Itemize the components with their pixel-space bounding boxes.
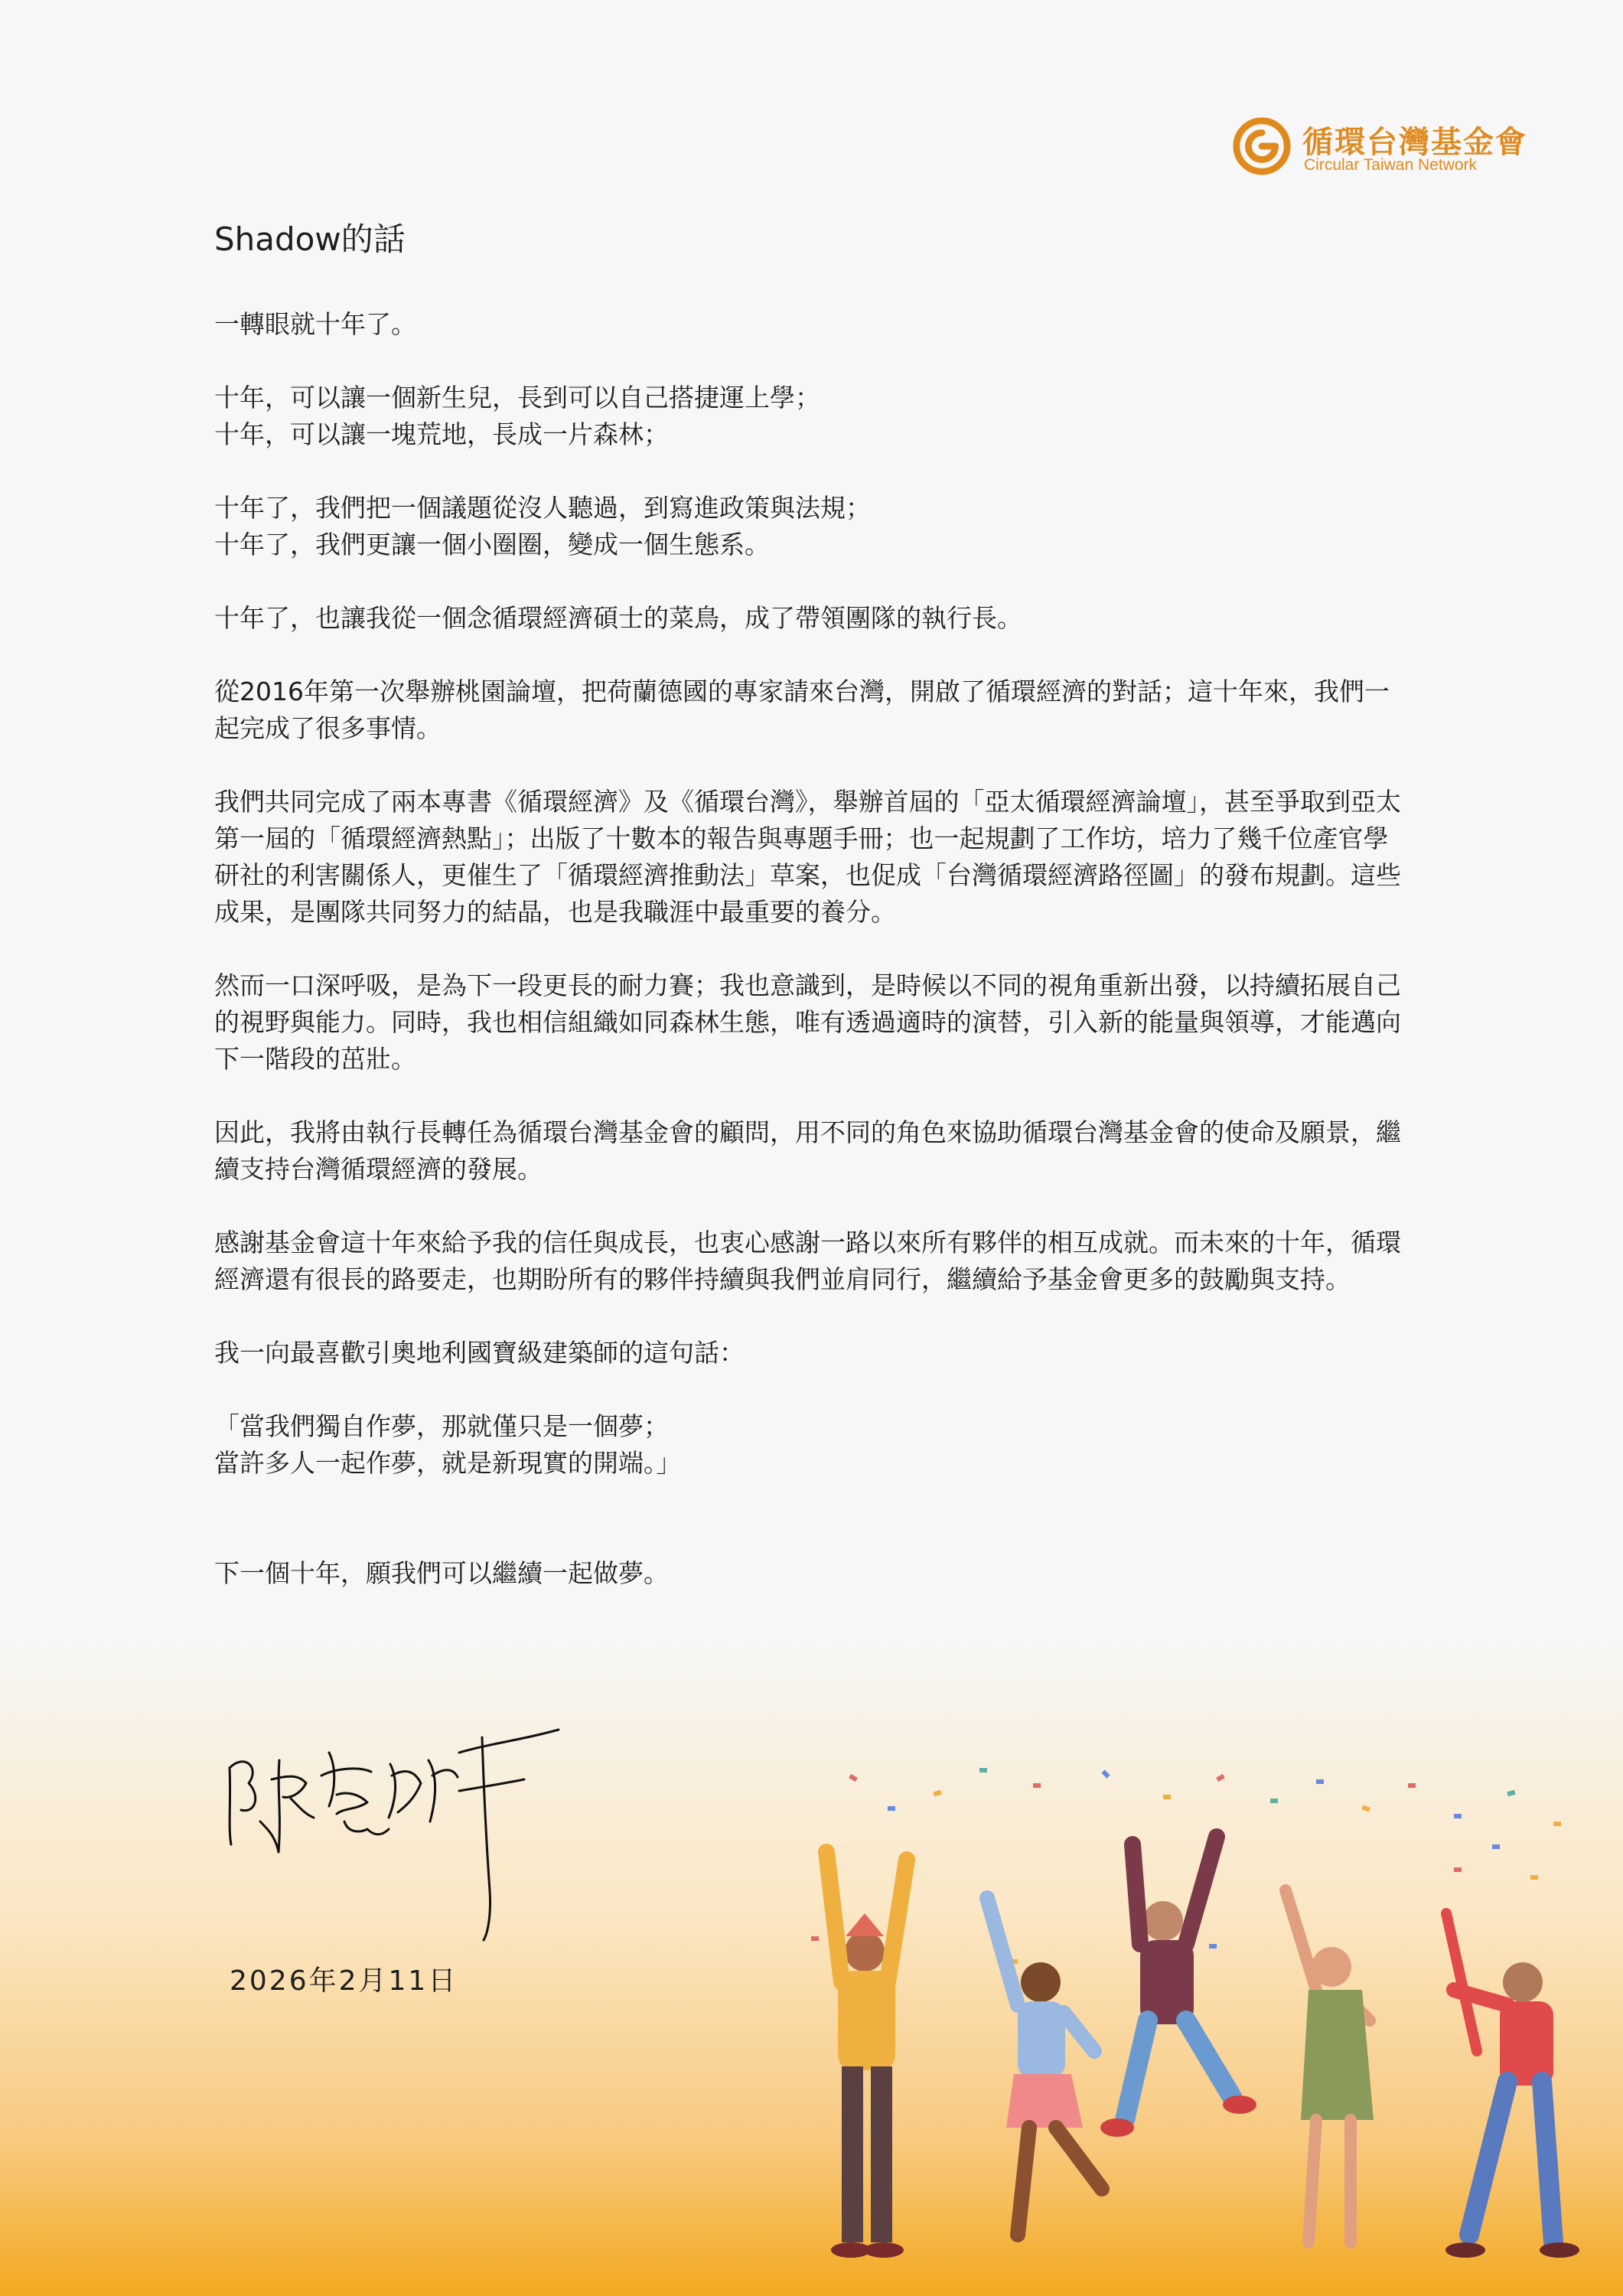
paragraph-3 xyxy=(214,490,1408,563)
foundation-logo xyxy=(1232,115,1527,184)
logo-name-en: Circular Taiwan Network xyxy=(1304,156,1478,174)
person-1 xyxy=(826,1852,907,2258)
paragraph-4 xyxy=(214,600,1408,637)
closing-paragraph xyxy=(214,1555,1408,1592)
paragraph-9 xyxy=(214,1225,1408,1298)
letter-date: 2026年2月11日 xyxy=(230,1965,458,1997)
paragraph-5 xyxy=(214,673,1408,747)
quote-line: 「當我們獨自作夢，那就僅只是一個夢； xyxy=(214,1411,669,1441)
text-line: 十年，可以讓一個新生兒，長到可以自己搭捷運上學； xyxy=(214,383,820,413)
letter-body xyxy=(214,306,1408,1629)
text-block: 因此，我將由執行長轉任為循環台灣基金會的顧問，用不同的角色來協助循環台灣基金會的使命及願景，繼續支持台灣循環經濟的發展。 xyxy=(214,1117,1401,1184)
quote-line: 當許多人一起作夢，就是新現實的開端。」 xyxy=(214,1448,682,1478)
text-block: 然而一口深呼吸，是為下一段更長的耐力賽；我也意識到，是時候以不同的視角重新出發，以持續拓展自己的視野與能力。同時，我也相信組織如同森林生態，唯有透過適時的演替，引入新的能量與領導，才能邁向下一階段的茁壯。 xyxy=(214,970,1401,1074)
text-line: 十年了，我們更讓一個小圈圈，變成一個生態系。 xyxy=(214,530,770,559)
person-4 xyxy=(1286,1890,1374,2242)
paragraph-1 xyxy=(214,306,1408,343)
logo-name-cn: 循環台灣基金會 xyxy=(1302,125,1527,160)
text-block: 感謝基金會這十年來給予我的信任與成長，也衷心感謝一路以來所有夥伴的相互成就。而未來的十年，循環經濟還有很長的路要走，也期盼所有的夥伴持續與我們並肩同行，繼續給予基金會更多的鼓勵與支持。 xyxy=(214,1228,1401,1294)
person-5 xyxy=(1445,1913,1579,2258)
person-2 xyxy=(987,1898,1102,2235)
text-block: 從2016年第一次舉辦桃園論壇，把荷蘭德國的專家請來台灣，開啟了循環經濟的對話；這十年來，我們一起完成了很多事情。 xyxy=(214,677,1390,743)
text-line: 我一向最喜歡引奧地利國寶級建築師的這句話： xyxy=(214,1338,745,1368)
text-line: 下一個十年，願我們可以繼續一起做夢。 xyxy=(214,1558,669,1588)
text-line: 十年了，也讓我從一個念循環經濟碩士的菜鳥，成了帶領團隊的執行長。 xyxy=(214,603,1022,633)
text-line: 十年，可以讓一塊荒地，長成一片森林； xyxy=(214,419,669,449)
circular-swirl-logo-icon xyxy=(1232,116,1292,176)
celebration-illustration xyxy=(781,1760,1607,2281)
paragraph-10 xyxy=(214,1335,1408,1371)
text-block: 我們共同完成了兩本專書《循環經濟》及《循環台灣》，舉辦首屆的「亞太循環經濟論壇」，甚至爭取到亞太第一屆的「循環經濟熱點」；出版了十數本的報告與專題手冊；也一起規劃了工作坊，培力了幾千位產官學研社的利害關係人，更催生了「循環經濟推動法」草案，也促成「台灣循環經濟路徑圖」的發布規劃。這些成果，是團隊共同努力的結晶，也是我職涯中最重要的養分。 xyxy=(214,787,1401,927)
paragraph-7 xyxy=(214,967,1408,1078)
quote-paragraph xyxy=(214,1408,1408,1482)
paragraph-2 xyxy=(214,380,1408,453)
paragraph-6 xyxy=(214,784,1408,931)
paragraph-8 xyxy=(214,1114,1408,1188)
person-3 xyxy=(1100,1837,1256,2137)
letter-title: Shadow的話 xyxy=(214,220,406,258)
text-line: 一轉眼就十年了。 xyxy=(214,309,416,339)
text-line: 十年了，我們把一個議題從沒人聽過，到寫進政策與法規； xyxy=(214,493,871,523)
handwritten-signature xyxy=(214,1722,574,1952)
